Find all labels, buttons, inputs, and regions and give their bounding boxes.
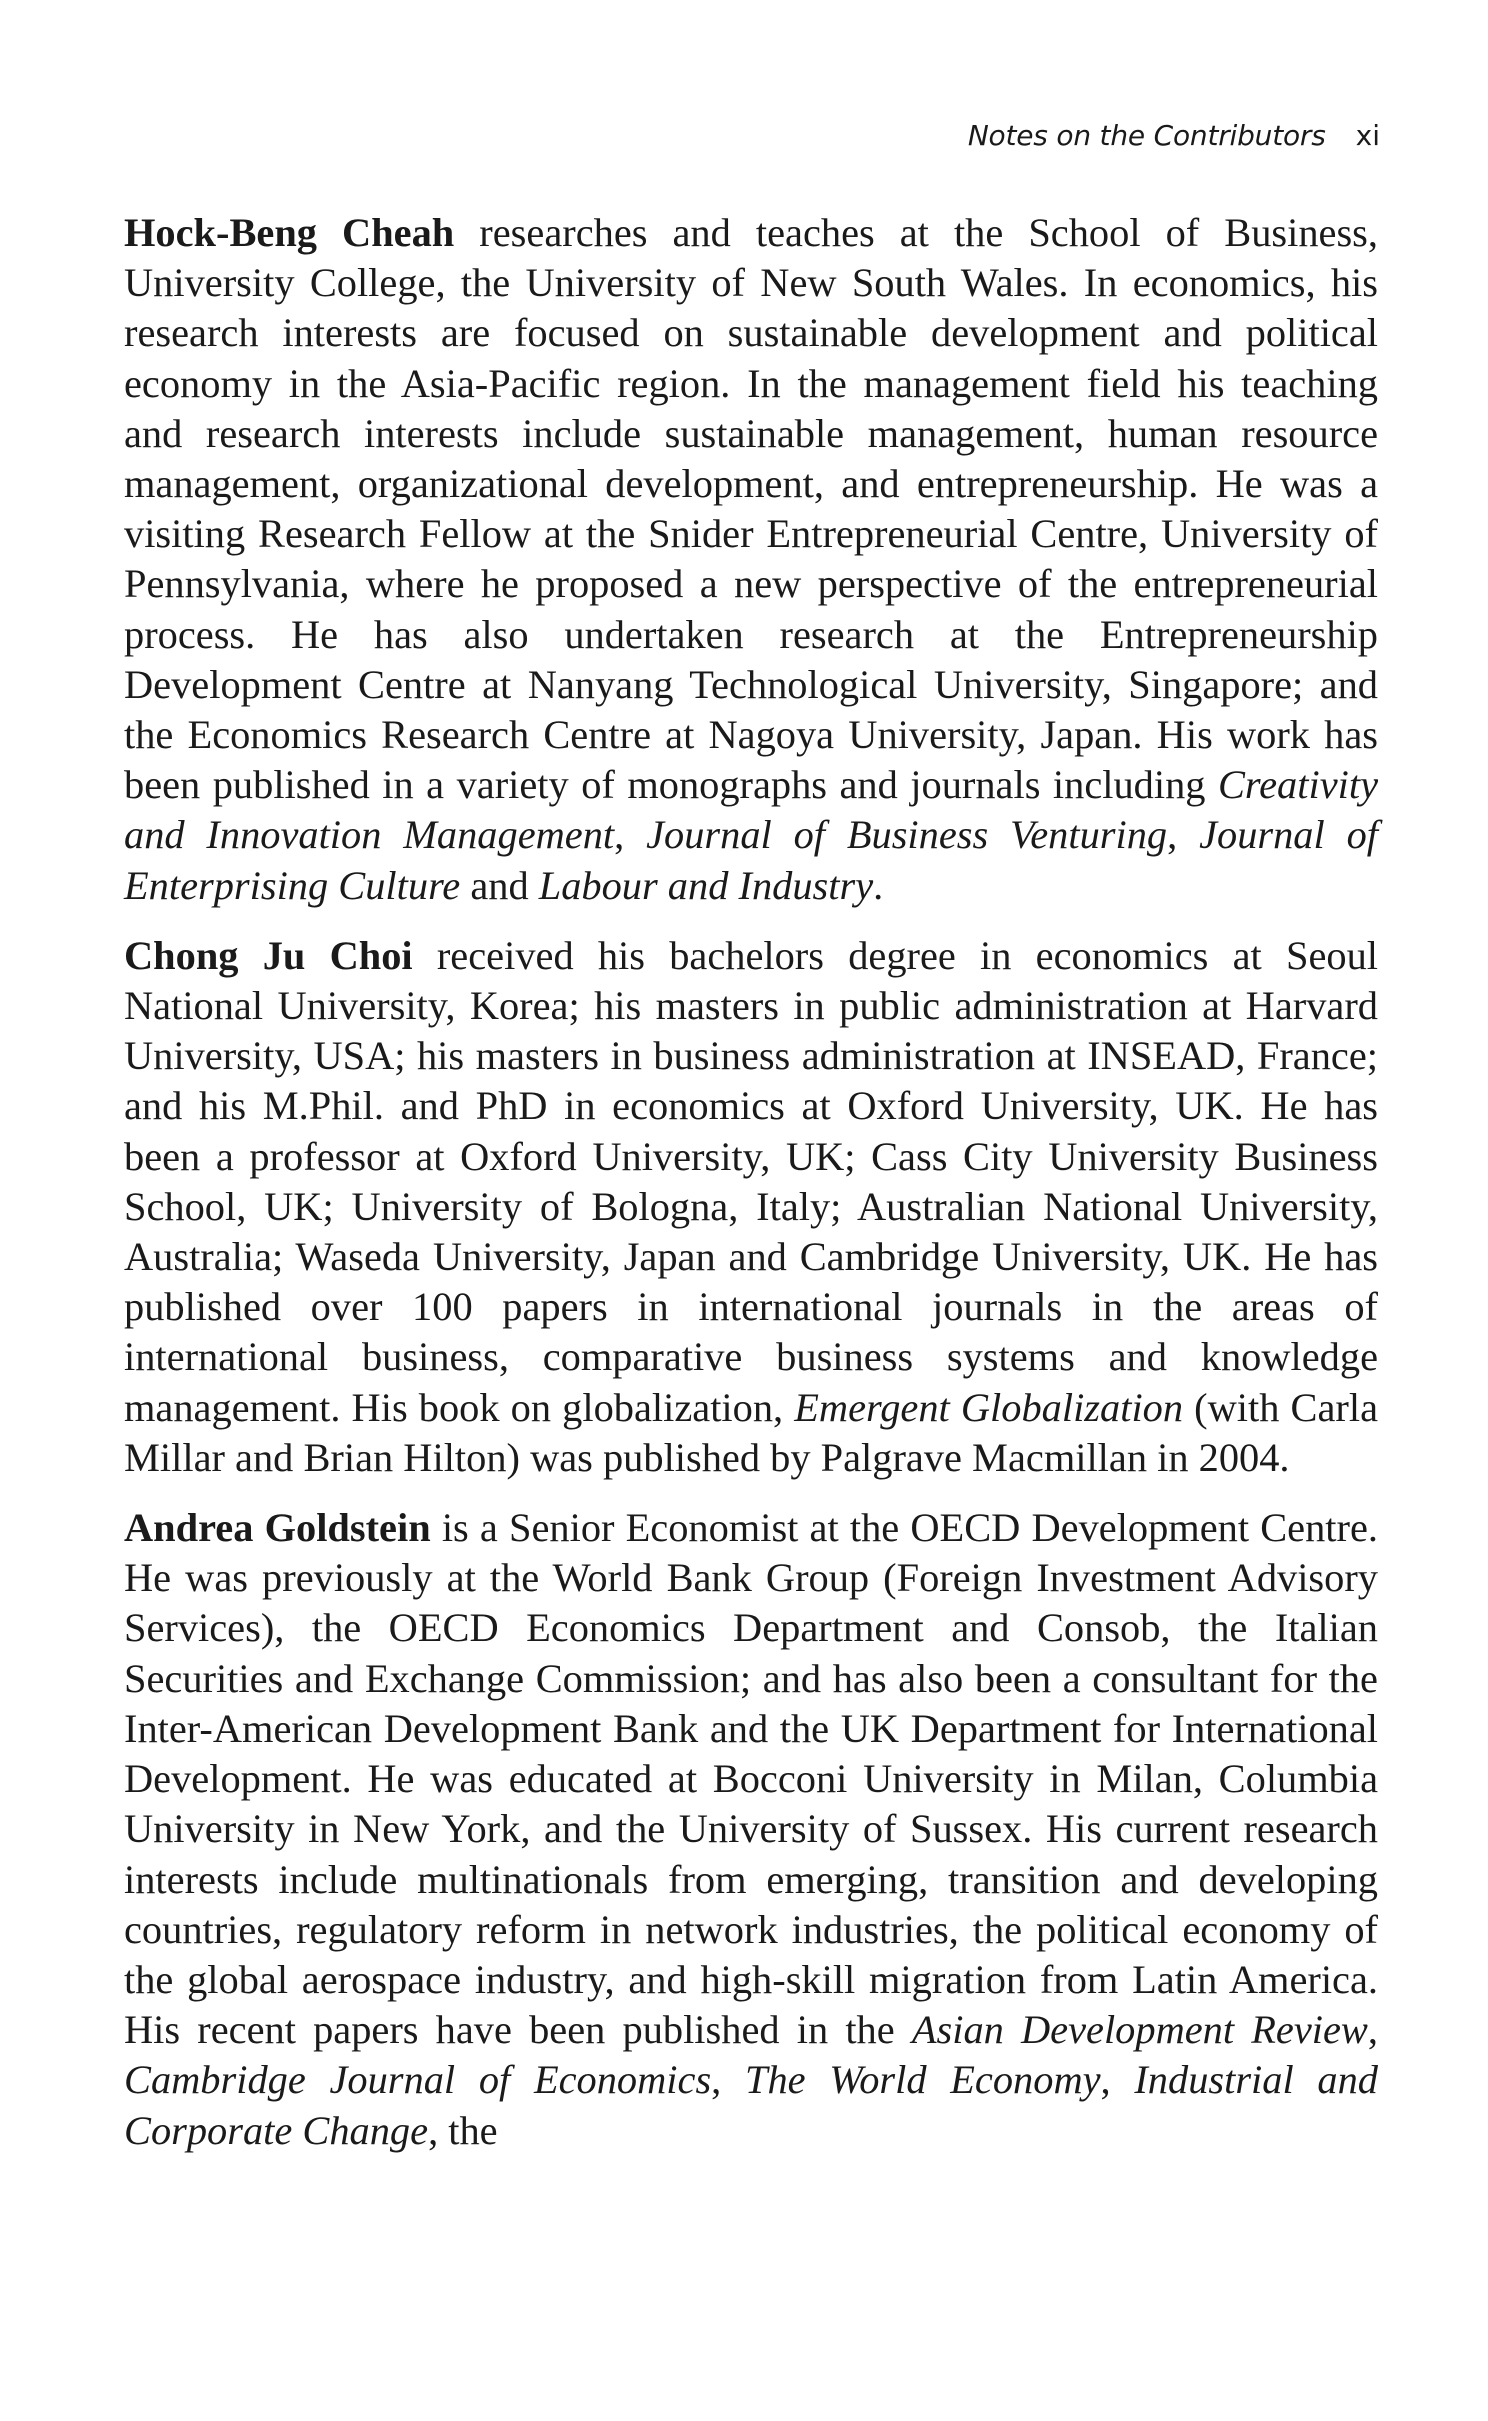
publication-title: Cambridge Journal of Economics: [124, 2057, 712, 2103]
publication-title: Emergent Globalization: [794, 1384, 1184, 1430]
bio-text: .: [873, 862, 884, 908]
contributor-name: Andrea Goldstein: [124, 1505, 431, 1551]
bio-text: ,: [711, 2057, 745, 2103]
bio-text: (with Carla Millar and Brian Hilton) was published by Palgrave Macmillan in 2004.: [124, 1384, 1379, 1480]
contributor-entry: [124, 208, 1378, 911]
contributor-name: Chong Ju Choi: [124, 932, 413, 978]
bio-text: and: [460, 862, 539, 908]
bio-text: received his bachelors degree in economics at Seoul National University, Korea; his masters in public administration at Harvard University, USA; his masters in business administration at INSEAD, France; and his M.Phil. and PhD in economics at Oxford University, UK. He has been a professor at Oxford University, UK; Cass City University Business School, UK; University of Bologna, Italy; Australian National University, Australia; Waseda University, Japan and Cambridge University, UK. He has published over 100 papers in international journals in the areas of international business, comparative business systems and knowledge management. His book on globalization,: [124, 932, 1378, 1430]
contributor-name: Hock-Beng Cheah: [124, 210, 455, 255]
bio-text: ,: [1367, 2007, 1378, 2053]
bio-text: is a Senior Economist at the OECD Development Centre. He was previously at the World Bank Group (Foreign Investment Advisory Services), the OECD Economics Department and Consob, the Italian Securities and Exchange Commission; and has also been a consultant for the Inter-American Development Bank and the UK Department for International Development. He was educated at Bocconi University in Milan, Columbia University in New York, and the University of Sussex. His current research interests include multinationals from emerging, transition and developing countries, regulatory reform in network industries, the political economy of the global aerospace industry, and high-skill migration from Latin America. His recent papers have been published in the: [124, 1505, 1378, 2053]
publication-title: Journal of Business Venturing: [646, 812, 1168, 858]
contributor-entry: [124, 931, 1378, 1483]
contributor-entry: [124, 1503, 1378, 2156]
publication-title: Labour and Industry: [538, 862, 874, 908]
publication-title: Industrial and Corporate Change: [124, 2057, 1378, 2153]
contributors-body: [124, 208, 1378, 2176]
bio-text: researches and teaches at the School of Business, University College, the University of New South Wales. In economics, his research interests are focused on sustainable development and political economy in the Asia-Pacific region. In the management field his teaching and research interests include sustainable management, human resource management, organizational development, and entrepreneurship. He was a visiting Research Fellow at the Snider Entrepreneurial Centre, University of Pennsylvania, where he proposed a new perspective of the entrepreneurial process. He has also undertaken research at the Entrepreneurship Development Centre at Nanyang Technological University, Singapore; and the Economics Research Centre at Nagoya University, Japan. His work has been published in a variety of monographs and journals including: [124, 210, 1379, 808]
page-number: xi: [1355, 119, 1380, 152]
bio-text: , the: [428, 2107, 498, 2153]
publication-title: Creativity and Innovation Management: [124, 762, 1378, 858]
publication-title: Asian Development Review: [911, 2007, 1368, 2053]
publication-title: Journal of Enterprising Culture: [124, 812, 1378, 908]
publication-title: The World Economy: [744, 2057, 1101, 2103]
bio-text: ,: [614, 812, 647, 858]
bio-text: ,: [1167, 812, 1200, 858]
bio-text: ,: [1100, 2057, 1135, 2103]
running-head: [968, 118, 1380, 154]
running-head-title: Notes on the Contributors: [967, 119, 1326, 152]
